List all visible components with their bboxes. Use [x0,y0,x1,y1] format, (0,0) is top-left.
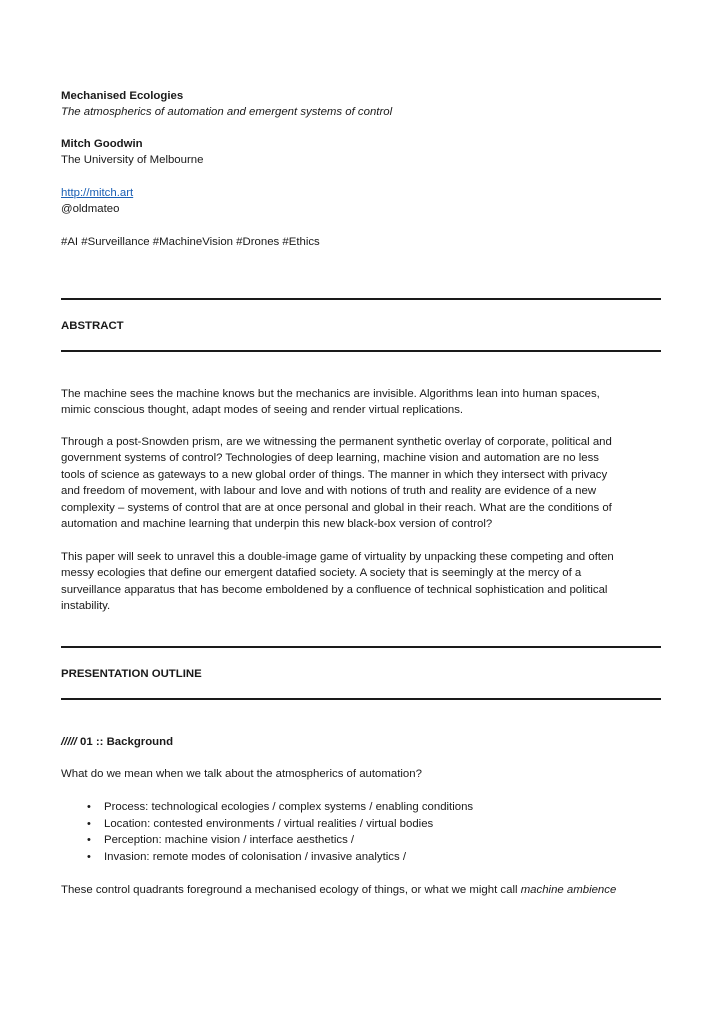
author-affiliation: The University of Melbourne [61,154,204,166]
list-item: • Perception: machine vision / interface aesthetics / [61,832,661,849]
author-handle: @oldmateo [61,203,120,215]
paragraph-line: government systems of control? Technologies of deep learning, machine vision and automation are no less [61,452,599,465]
tag-list: #AI #Surveillance #MachineVision #Drones #Ethics [61,236,320,248]
paragraph-line: automation and machine learning that underpin this new black-box version of control? [61,518,493,531]
author-url-link[interactable]: http://mitch.art [61,187,134,199]
bullet-icon: • [87,801,91,813]
paragraph-line: The machine sees the machine knows but the mechanics are invisible. Algorithms lean into human spaces, [61,388,600,400]
divider-top-outline [61,646,661,648]
list-item: • Invasion: remote modes of colonisation / invasive analytics / [61,849,661,866]
abstract-paragraph-1 [61,386,661,419]
closing-text: These control quadrants foreground a mechanised ecology of things, or what we might call [61,884,521,896]
paragraph-line: This paper will seek to unravel this a double-image game of virtuality by unpacking these competing and often [61,551,614,563]
abstract-paragraph-2 [61,434,661,532]
paragraph-line: complexity – systems of control that are at once personal and global in their reach. What are the conditions of [61,501,612,514]
bullet-icon: • [87,850,91,863]
list-item: • Process: technological ecologies / complex systems / enabling conditions [61,799,661,816]
author-name: Mitch Goodwin [61,138,143,150]
paragraph-line: mimic conscious thought, adapt modes of seeing and render virtual replications. [61,404,464,417]
section-title: 01 :: Background [80,736,174,748]
divider-bottom-outline [61,698,661,700]
outline-heading: PRESENTATION OUTLINE [61,668,202,680]
section-marker: ///// [61,736,77,748]
paragraph-line: surveillance apparatus that has become emboldened by a confluence of technical sophistication and political [61,583,608,596]
abstract-heading: ABSTRACT [61,320,124,332]
paragraph-line: Through a post-Snowden prism, are we witnessing the permanent synthetic overlay of corporate, political and [61,436,612,448]
outline-bullet-list [61,799,661,865]
divider-top-abstract [61,298,661,300]
paragraph-line: instability. [61,600,111,613]
paragraph-line: and freedom of movement, with labour and love and with notions of truth and reality are evidence of a new [61,485,597,498]
closing-emphasis: machine ambience [520,884,617,896]
abstract-paragraph-3 [61,549,661,615]
divider-bottom-abstract [61,350,661,352]
paper-title: Mechanised Ecologies [61,90,184,102]
paragraph-line: tools of science as gateways to a new global order of things. The manner in which they intersect with privacy [61,468,608,481]
section-heading [61,734,661,750]
bullet-icon: • [87,817,91,830]
list-item: • Location: contested environments / virtual realities / virtual bodies [61,816,661,833]
author-link-row [61,185,661,201]
paper-subtitle: The atmospherics of automation and emergent systems of control [61,106,393,118]
closing-paragraph [61,882,661,898]
outline-question: What do we mean when we talk about the atmospherics of automation? [61,768,422,780]
paragraph-line: messy ecologies that define our emergent datafied society. A society that is seemingly at the mercy of a [61,567,582,580]
bullet-icon: • [87,834,91,847]
